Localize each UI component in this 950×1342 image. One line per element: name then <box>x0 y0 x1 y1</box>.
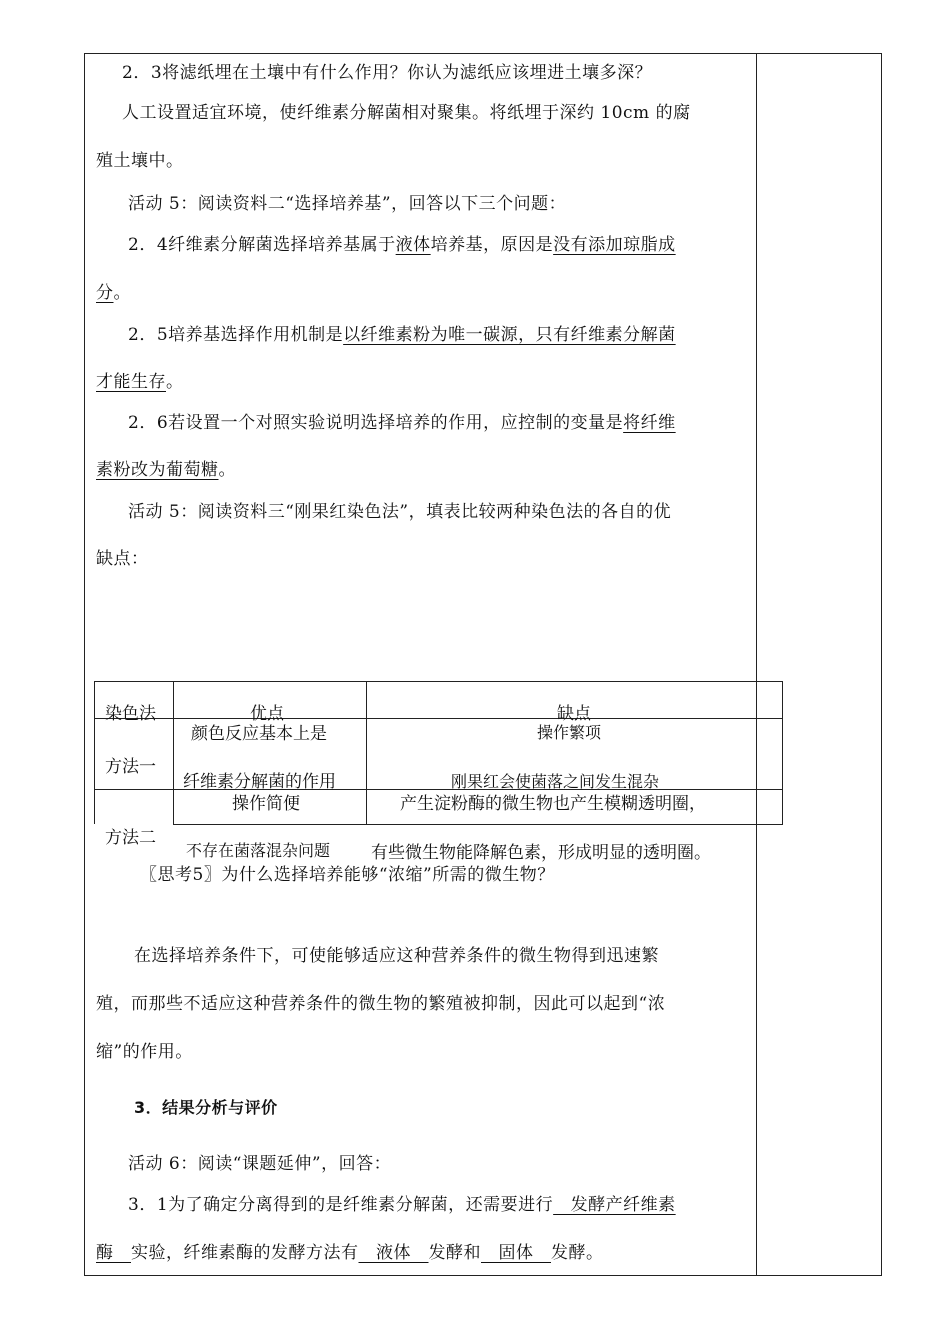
q2-4-answer-liquid: 液体 <box>395 235 431 255</box>
question-3-1-line2 <box>96 1238 604 1263</box>
q2-5-answer: 以纤维素粉为唯一碳源，只有纤维素分解菌 <box>343 325 676 345</box>
row2-adv-line1: 操作简便 <box>232 794 300 814</box>
question-2-4-line2 <box>96 278 131 303</box>
row1-method: 方法一 <box>105 757 156 777</box>
q2-6-answer-end: 素粉改为葡萄糖 <box>96 460 219 480</box>
question-2-4 <box>128 230 676 255</box>
q3-1-answer-liquid: 液体 <box>358 1243 429 1263</box>
activity-5b-line2: 缺点： <box>96 549 149 569</box>
q2-4-mid: 培养基，原因是 <box>430 235 554 255</box>
row2-adv-line2: 不存在菌落混杂问题 <box>186 841 331 860</box>
header-stain-method: 染色法 <box>105 704 156 724</box>
q3-1-end: 发酵。 <box>551 1243 604 1263</box>
think-5-answer-line2: 殖，而那些不适应这种营养条件的微生物的繁殖被抑制，因此可以起到“浓 <box>96 994 666 1014</box>
activity-5a: 活动 5：阅读资料二“选择培养基”，回答以下三个问题： <box>128 194 567 214</box>
row2-method: 方法二 <box>105 828 156 848</box>
q2-5-answer-end: 才能生存 <box>96 372 166 392</box>
table-right-border <box>782 681 783 824</box>
q3-1-answer-solid: 固体 <box>481 1243 551 1263</box>
activity-5b-line1: 活动 5：阅读资料三“刚果红染色法”，填表比较两种染色法的各自的优 <box>128 502 672 522</box>
think-5-answer-line3: 缩”的作用。 <box>96 1042 193 1062</box>
answer-2-3-line2: 殖土壤中。 <box>96 151 184 171</box>
think-5-question: 〖思考5〗为什么选择培养能够“浓缩”所需的微生物？ <box>140 865 555 885</box>
question-2-6-line2 <box>96 455 236 480</box>
row1-dis-line2: 刚果红会使菌落之间发生混杂 <box>451 772 660 791</box>
table-bottom-border <box>173 824 783 825</box>
header-advantages: 优点 <box>250 704 284 724</box>
table-col2-border <box>366 681 367 824</box>
table-top-border <box>94 681 783 682</box>
q3-1-answer-fermentation: 发酵产纤维素 <box>553 1195 676 1215</box>
question-2-5 <box>128 320 676 345</box>
q2-4-answer-reason-end: 分 <box>96 283 114 303</box>
activity-6: 活动 6：阅读“课题延伸”，回答： <box>128 1154 392 1174</box>
section-3-heading: 3．结果分析与评价 <box>134 1098 278 1117</box>
row1-dis-line1: 操作繁项 <box>537 723 602 742</box>
q3-1-mid2: 发酵和 <box>428 1243 481 1263</box>
row1-adv-line2: 纤维素分解菌的作用 <box>183 772 336 792</box>
question-2-3: 2．3将滤纸埋在土壤中有什么作用？你认为滤纸应该埋进土壤多深？ <box>122 63 653 83</box>
row2-dis-line1: 产生淀粉酶的微生物也产生模糊透明圈， <box>400 794 706 814</box>
q2-4-prefix: 2．4纤维素分解菌选择培养基属于 <box>128 235 396 255</box>
row1-adv-line1: 颜色反应基本上是 <box>191 724 327 744</box>
q2-4-period: 。 <box>113 283 131 303</box>
q3-1-answer-fermentation-end: 酶 <box>96 1243 131 1263</box>
q2-5-period: 。 <box>166 372 184 392</box>
right-column-divider <box>756 53 757 1276</box>
q3-1-mid: 实验，纤维素酶的发酵方法有 <box>131 1243 359 1263</box>
header-disadvantages: 缺点 <box>557 704 591 724</box>
q2-4-answer-reason: 没有添加琼脂成 <box>553 235 676 255</box>
q2-6-prefix: 2．6若设置一个对照实验说明选择培养的作用，应控制的变量是 <box>128 413 624 433</box>
question-2-6 <box>128 408 676 433</box>
table-left-border <box>94 681 95 824</box>
question-2-5-line2 <box>96 367 184 392</box>
question-3-1 <box>128 1190 676 1215</box>
row2-dis-line2: 有些微生物能降解色素，形成明显的透明圈。 <box>371 843 711 863</box>
q2-6-answer: 将纤维 <box>623 413 676 433</box>
table-col1-border <box>173 681 174 824</box>
answer-2-3-line1: 人工设置适宜环境，使纤维素分解菌相对聚集。将纸埋于深约 10cm 的腐 <box>122 103 691 123</box>
think-5-answer-line1: 在选择培养条件下，可使能够适应这种营养条件的微生物得到迅速繁 <box>134 946 659 966</box>
q3-1-prefix: 3．1为了确定分离得到的是纤维素分解菌，还需要进行 <box>128 1195 554 1215</box>
q2-6-period: 。 <box>218 460 236 480</box>
q2-5-prefix: 2．5培养基选择作用机制是 <box>128 325 344 345</box>
